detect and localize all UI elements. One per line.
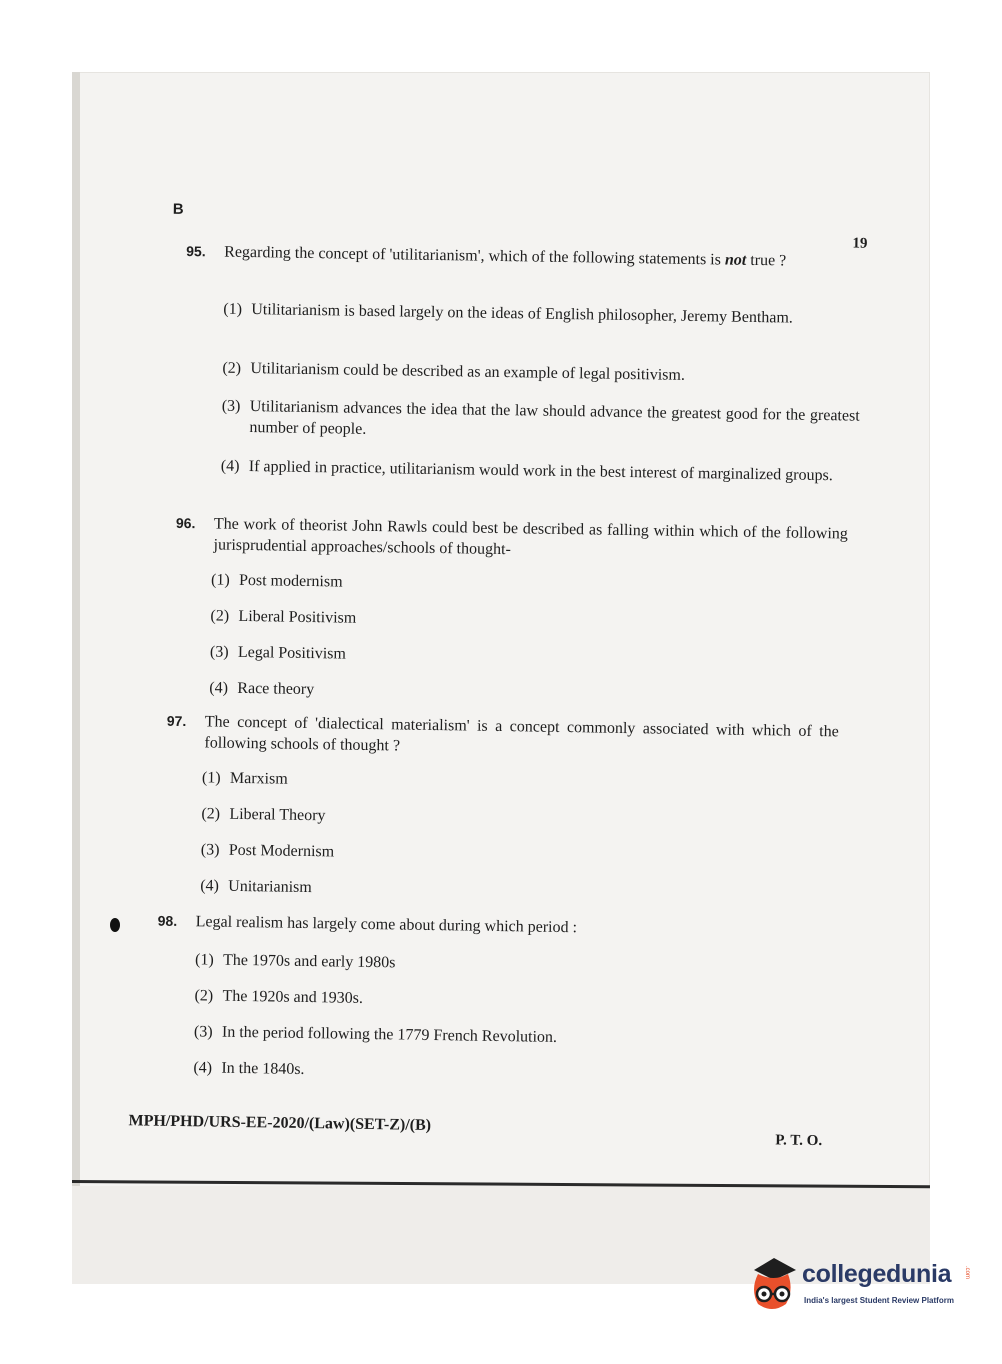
ink-mark: [110, 918, 120, 932]
option-96-3: (3) Legal Positivism: [209, 643, 347, 663]
brand-name: collegedunia: [802, 1260, 952, 1288]
option-95-1: (1) Utilitarianism is based largely on the ideas of English philosopher, Jeremy Bentham.: [223, 300, 794, 327]
emphasis-not: not: [724, 251, 747, 269]
please-turn-over: P. T. O.: [775, 1132, 823, 1150]
mascot-icon: [744, 1252, 800, 1314]
option-98-2: (2) The 1920s and 1930s.: [194, 987, 364, 1007]
option-97-1: (1) Marxism: [201, 769, 288, 788]
collegedunia-logo: [744, 1252, 974, 1322]
brand-domain: .com: [964, 1266, 970, 1280]
option-98-4: (4) In the 1840s.: [193, 1059, 305, 1078]
question-number: 97.: [166, 712, 187, 730]
option-97-2: (2) Liberal Theory: [201, 805, 326, 825]
question-text: Regarding the concept of 'utilitarianism', which of the following statements is not true ?: [224, 243, 787, 270]
question-number: 95.: [186, 243, 206, 260]
page-number: 19: [852, 235, 868, 252]
option-96-4: (4) Race theory: [209, 679, 315, 699]
question-95: [186, 241, 897, 296]
set-letter: B: [172, 200, 184, 218]
exam-code: MPH/PHD/URS-EE-2020/(Law)(SET-Z)/(B): [128, 1112, 432, 1134]
option-96-1: (1) Post modernism: [210, 571, 343, 591]
question-text: Legal realism has largely come about during which period :: [195, 913, 578, 937]
question-98: [157, 911, 868, 937]
option-97-4: (4) Unitarianism: [200, 877, 312, 897]
question-97: [166, 711, 877, 755]
option-97-3: (3) Post Modernism: [200, 841, 335, 861]
option-98-3: (3) In the period following the 1779 French Revolution.: [193, 1023, 558, 1046]
option-95-4: (4) If applied in practice, utilitarianism would work in the best interest of marginalized groups.: [220, 457, 833, 485]
brand-tagline: India's largest Student Review Platform: [804, 1296, 954, 1305]
question-number: 96.: [175, 514, 196, 532]
question-text: The concept of 'dialectical materialism' is a concept commonly associated with which of the following schools of thought ?: [204, 713, 839, 755]
question-text: The work of theorist John Rawls could best be described as falling within which of the following jurisprudential approaches/schools of thought-: [213, 515, 848, 559]
option-95-3: (3) Utilitarianism advances the idea that the law should advance the greatest good for the greatest number of people.: [221, 397, 860, 438]
question-96: [175, 513, 886, 559]
option-98-1: (1) The 1970s and early 1980s: [194, 951, 396, 972]
question-number: 98.: [157, 912, 178, 929]
option-96-2: (2) Liberal Positivism: [210, 607, 357, 627]
option-95-2: (2) Utilitarianism could be described as an example of legal positivism.: [222, 359, 686, 384]
